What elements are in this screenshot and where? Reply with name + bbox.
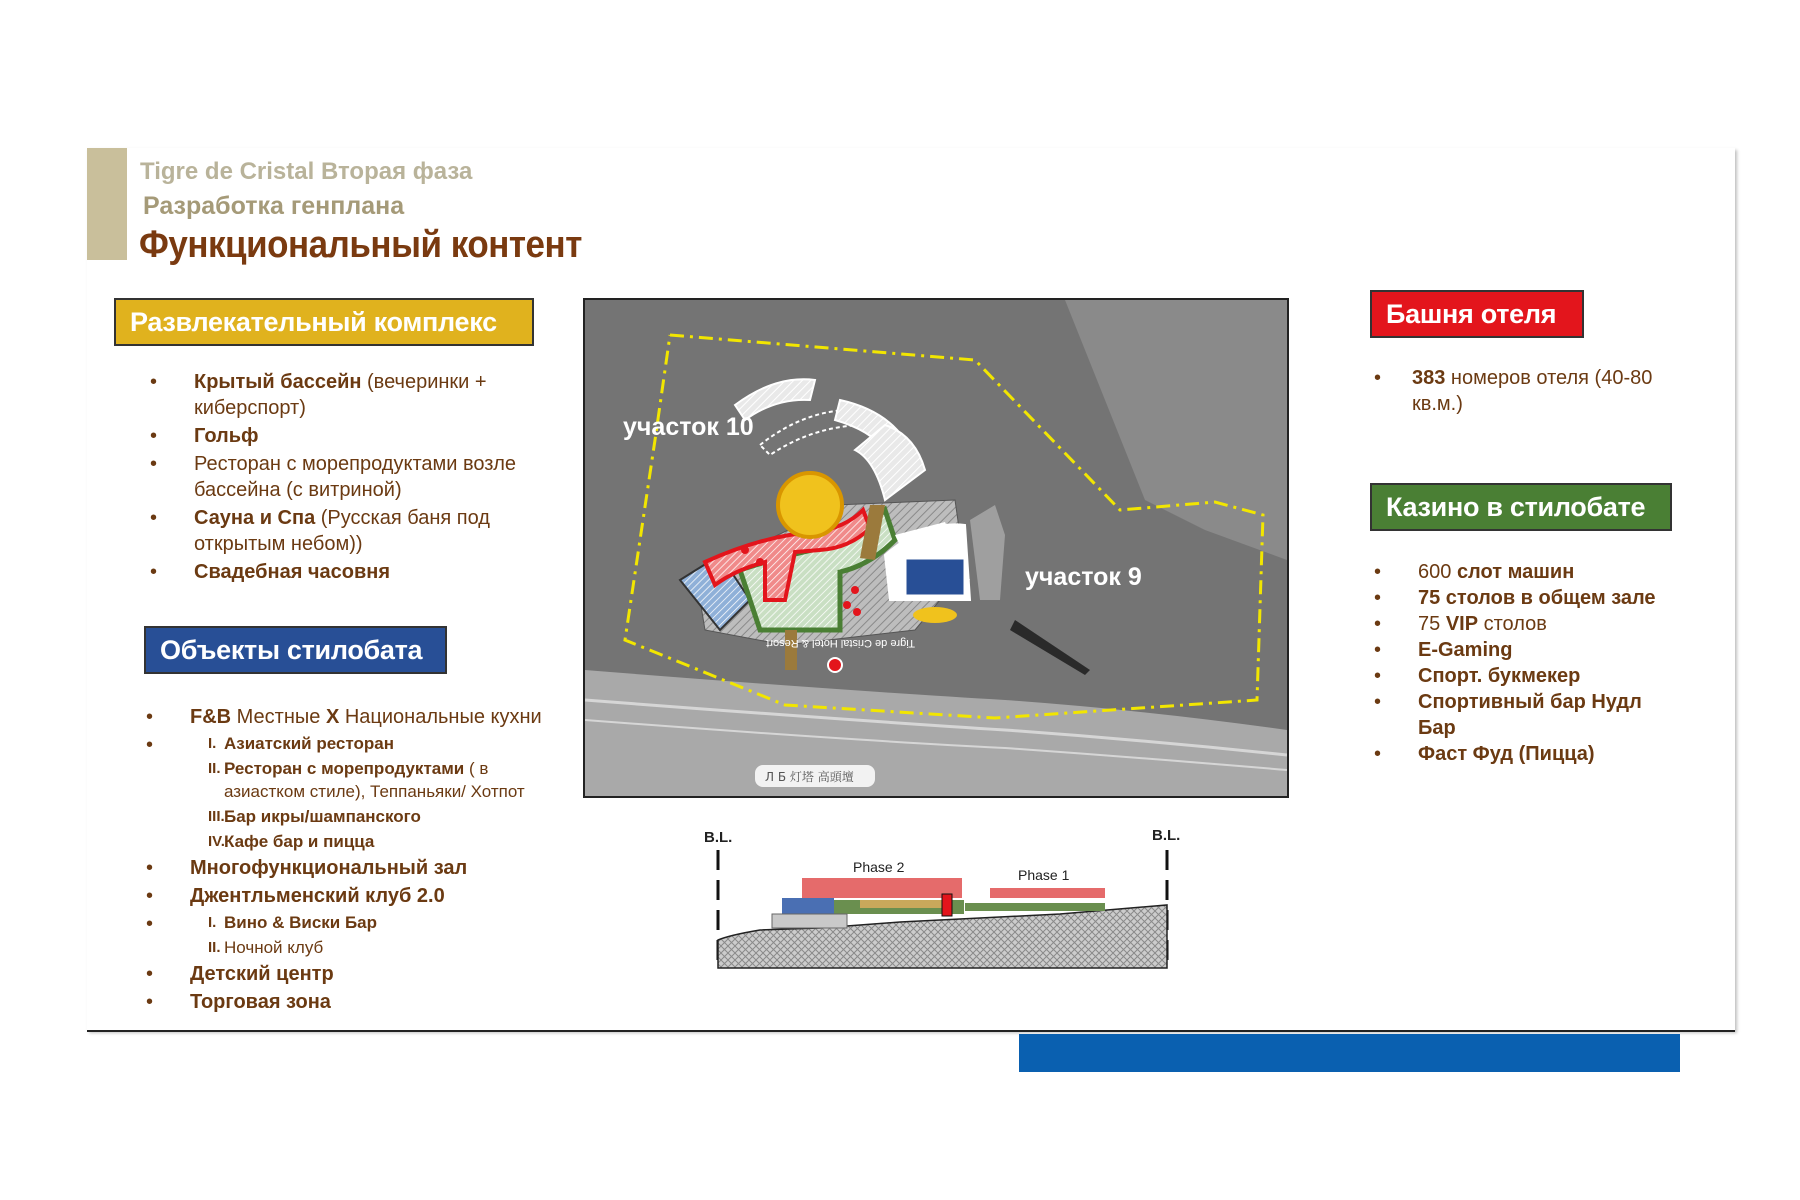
phase2-label: Phase 2 <box>853 859 905 875</box>
list-item: • 75 VIP столов <box>1374 611 1674 637</box>
list-item: • Сауна и Спа (Русская баня под открытым небом)) <box>150 505 530 557</box>
list-item: • 75 столов в общем зале <box>1374 585 1674 611</box>
list-item: • Крытый бассейн (вечеринки + киберспорт) <box>150 369 530 421</box>
hotel-sign: Tigre de Cristal Hotel & Resort <box>766 637 915 649</box>
hotel-list <box>1374 365 1674 417</box>
sub-item: II. Ресторан с морепродуктами ( в азиастком стиле), Теппаньяки/ Хотпот <box>208 759 525 801</box>
bottom-rule <box>87 1030 1735 1032</box>
title-accent-bar <box>87 148 127 260</box>
sub-item: • I. Азиатский ресторан <box>208 734 394 753</box>
list-item: • Джентльменский клуб 2.0 <box>146 883 546 909</box>
hotel-label: Башня отеля <box>1370 290 1584 338</box>
list-item: • 600 слот машин <box>1374 559 1674 585</box>
site-plan-map <box>583 298 1289 798</box>
sub-list-wrapper <box>146 911 546 959</box>
phase1-red-block <box>990 888 1105 898</box>
site-plan-svg <box>585 300 1287 796</box>
phase2-red-block <box>802 878 962 898</box>
sun-tower-circle <box>778 473 842 537</box>
stylobate-list <box>146 704 546 1017</box>
page-title: Функциональный контент <box>139 224 582 266</box>
list-item: • Детский центр <box>146 961 546 987</box>
sub-item: IV. Кафе бар и пицца <box>208 832 375 851</box>
project-title: Tigre de Cristal Вторая фаза <box>140 158 473 185</box>
fb-sub-list <box>146 732 546 853</box>
list-item: • Ресторан с морепродуктами возле бассейна (с витриной) <box>150 451 530 503</box>
list-item: • Спортивный бар Нудл Бар <box>1374 689 1674 741</box>
brown-strip <box>785 630 797 670</box>
sub-item: • I. Вино & Виски Бар <box>208 913 378 932</box>
phase1-label: Phase 1 <box>1018 867 1070 883</box>
phase1-green-block <box>965 903 1105 911</box>
sub-item: III. Бар икры/шампанского <box>208 807 421 826</box>
sub-list-wrapper <box>146 732 546 853</box>
plot-10-label: участок 10 <box>623 413 754 441</box>
bl-right-label: B.L. <box>1152 827 1181 844</box>
phase2-blue-block <box>782 898 834 914</box>
list-item: • Спорт. букмекер <box>1374 663 1674 689</box>
bl-left-label: B.L. <box>704 829 733 846</box>
casino-label: Казино в стилобате <box>1370 483 1672 531</box>
list-item: • Гольф <box>150 423 530 449</box>
list-item: • Торговая зона <box>146 989 546 1015</box>
sub-item: II. Ночной клуб <box>208 938 324 957</box>
list-item: • 383 номеров отеля (40-80 кв.м.) <box>1374 365 1674 417</box>
stylobate-label: Объекты стилобата <box>144 626 447 674</box>
section-svg <box>700 820 1190 970</box>
marker-dot <box>828 658 842 672</box>
section-diagram <box>700 820 1190 970</box>
entertainment-label: Развлекательный комплекс <box>114 298 534 346</box>
list-item: • E-Gaming <box>1374 637 1674 663</box>
list-item: • Многофункциональный зал <box>146 855 546 881</box>
list-item: • Свадебная часовня <box>150 559 530 585</box>
subtitle: Разработка генплана <box>143 192 405 220</box>
footer-blue-bar <box>1019 1034 1680 1072</box>
road-sign: Л Б 灯塔 高頭壇 <box>765 770 854 784</box>
entertainment-list <box>150 369 530 587</box>
casino-list <box>1374 559 1674 767</box>
plot-9-label: участок 9 <box>1025 563 1142 591</box>
list-item: • Фаст Фуд (Пицца) <box>1374 741 1674 767</box>
list-item: • F&B Местные X Национальные кухни <box>146 704 546 730</box>
club-sub-list <box>146 911 546 959</box>
